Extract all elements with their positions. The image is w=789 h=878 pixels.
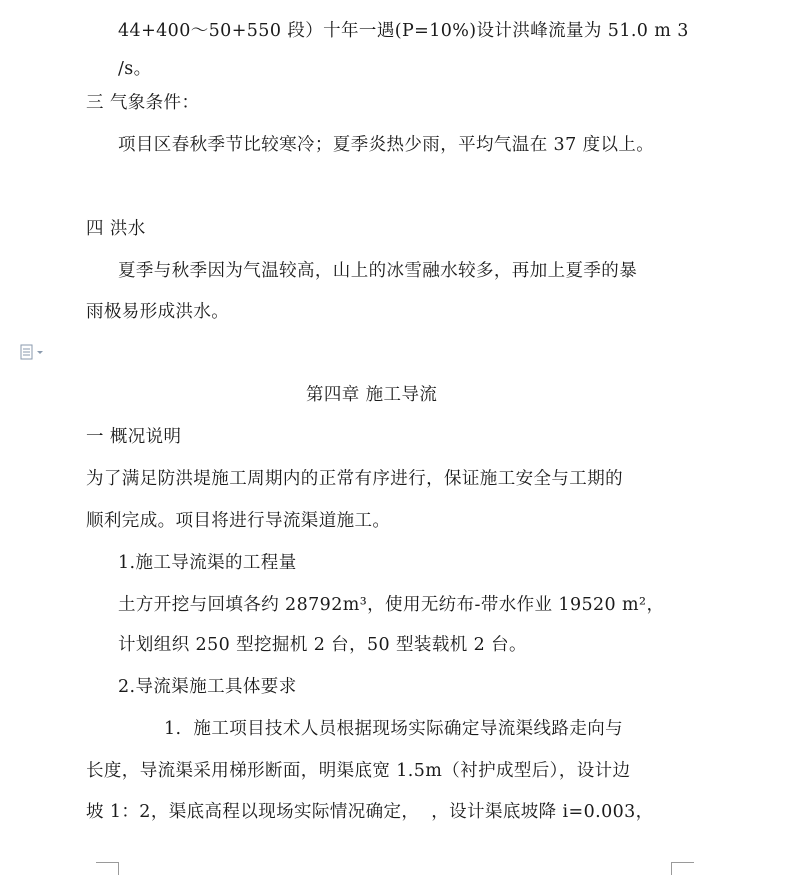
chevron-down-icon: [37, 351, 43, 354]
document-paragraph-icon[interactable]: [20, 344, 46, 360]
text-line: 1. 施工项目技术人员根据现场实际确定导流渠线路走向与: [164, 719, 624, 739]
text-line: 雨极易形成洪水。: [86, 302, 230, 322]
section-heading: 一 概况说明: [86, 427, 182, 447]
text-line: 夏季与秋季因为气温较高，山上的冰雪融水较多，再加上夏季的暴: [118, 261, 638, 281]
section-heading: 三 气象条件：: [86, 93, 200, 113]
section-heading: 四 洪水: [86, 219, 146, 239]
text-line: 顺利完成。项目将进行导流渠道施工。: [86, 511, 391, 531]
text-line: 长度，导流渠采用梯形断面，明渠底宽 1.5m（衬护成型后），设计边: [86, 761, 631, 781]
text-line: 计划组织 250 型挖掘机 2 台，50 型装载机 2 台。: [118, 635, 527, 655]
text-line: 坡 1：2，渠底高程以现场实际情况确定， ，设计渠底坡降 i=0.003，: [86, 802, 654, 822]
text-line: 为了满足防洪堤施工周期内的正常有序进行，保证施工安全与工期的: [86, 469, 623, 489]
subsection-heading: 2.导流渠施工具体要求: [118, 677, 297, 697]
text-line: 44+400～50+550 段）十年一遇(P=10%)设计洪峰流量为 51.0 m 3: [118, 21, 689, 41]
text-line: 土方开挖与回填各约 28792m³，使用无纺布-带水作业 19520 m²，: [118, 595, 665, 615]
page-corner-mark-right: [671, 862, 694, 875]
subsection-heading: 1.施工导流渠的工程量: [118, 553, 297, 573]
chapter-title: 第四章 施工导流: [306, 385, 438, 405]
page-corner-mark-left: [96, 862, 119, 875]
text-line: 项目区春秋季节比较寒冷；夏季炎热少雨，平均气温在 37 度以上。: [118, 135, 655, 155]
text-line: /s。: [118, 59, 152, 79]
